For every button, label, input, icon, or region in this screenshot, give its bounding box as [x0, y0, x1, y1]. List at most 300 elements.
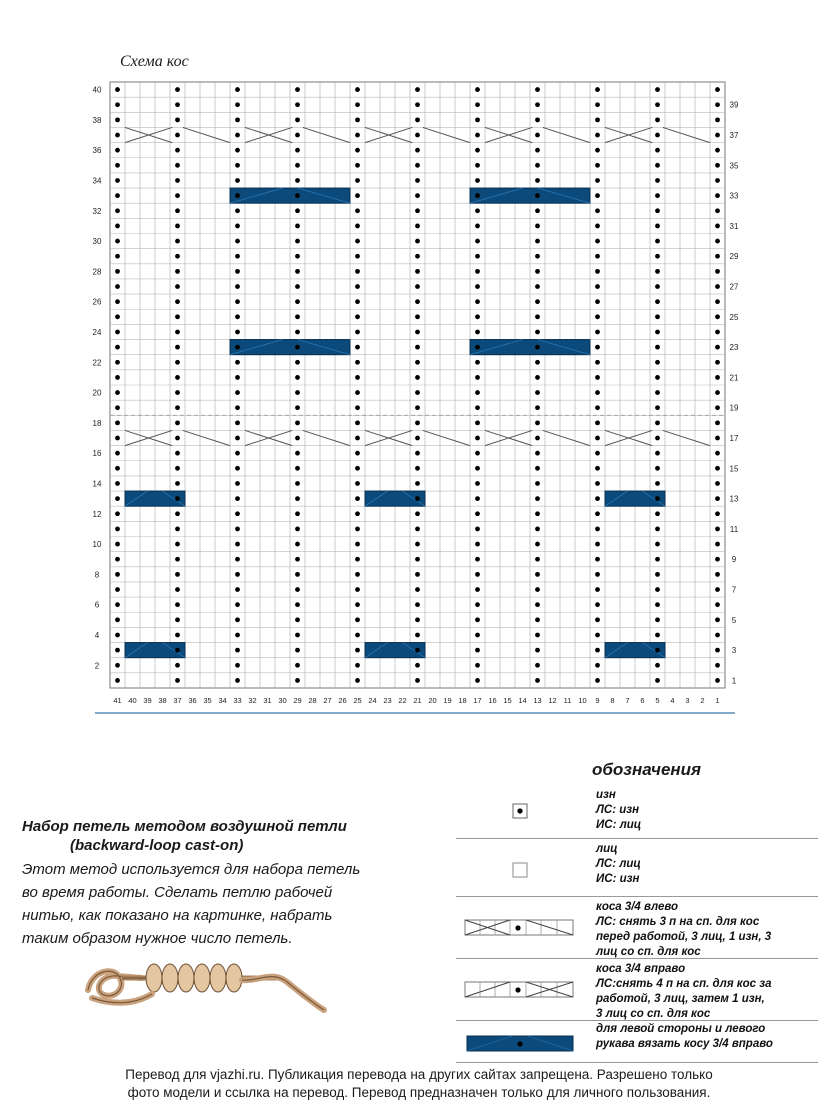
column-label: 14: [518, 696, 527, 705]
purl-dot: [535, 420, 540, 425]
purl-dot: [175, 436, 180, 441]
purl-dot: [595, 102, 600, 107]
purl-dot: [115, 314, 120, 319]
purl-dot: [115, 587, 120, 592]
purl-dot: [295, 678, 300, 683]
row-label-right: 13: [729, 494, 739, 504]
purl-dot: [235, 193, 240, 198]
purl-dot: [175, 496, 180, 501]
purl-dot: [235, 557, 240, 562]
blue-cable-block: [230, 188, 350, 203]
footer-line-1: Перевод для vjazhi.ru. Публикация перевода на других сайтах запрещена. Разрешено только: [125, 1067, 713, 1082]
purl-dot: [175, 208, 180, 213]
purl-dot: [655, 602, 660, 607]
purl-dot: [355, 572, 360, 577]
purl-dot: [715, 451, 720, 456]
purl-dot: [235, 466, 240, 471]
purl-dot: [175, 466, 180, 471]
purl-dot: [115, 481, 120, 486]
purl-dot: [175, 587, 180, 592]
purl-dot: [475, 405, 480, 410]
purl-dot: [175, 239, 180, 244]
purl-dot: [715, 420, 720, 425]
purl-dot: [475, 572, 480, 577]
purl-dot: [715, 617, 720, 622]
purl-dot: [535, 542, 540, 547]
purl-dot: [535, 314, 540, 319]
purl-dot: [715, 148, 720, 153]
purl-dot: [475, 299, 480, 304]
legend-row-blue-cable: [456, 1022, 818, 1063]
purl-dot: [115, 678, 120, 683]
purl-dot: [355, 163, 360, 168]
purl-dot: [235, 633, 240, 638]
purl-dot: [475, 602, 480, 607]
knit-symbol-icon: [512, 862, 532, 882]
purl-dot: [655, 587, 660, 592]
purl-dot: [595, 224, 600, 229]
purl-dot: [175, 299, 180, 304]
purl-dot: [655, 360, 660, 365]
purl-dot: [175, 633, 180, 638]
purl-dot: [175, 572, 180, 577]
purl-dot: [475, 254, 480, 259]
purl-dot: [295, 239, 300, 244]
purl-dot: [655, 193, 660, 198]
purl-dot: [235, 178, 240, 183]
purl-dot: [175, 284, 180, 289]
purl-dot: [175, 102, 180, 107]
purl-dot: [295, 375, 300, 380]
purl-dot: [715, 572, 720, 577]
purl-dot: [535, 193, 540, 198]
column-label: 29: [293, 696, 302, 705]
purl-dot: [535, 678, 540, 683]
purl-dot: [235, 405, 240, 410]
purl-dot: [415, 587, 420, 592]
purl-dot: [415, 572, 420, 577]
purl-dot: [535, 466, 540, 471]
purl-dot: [295, 390, 300, 395]
purl-dot: [535, 163, 540, 168]
purl-dot: [295, 663, 300, 668]
purl-dot: [475, 648, 480, 653]
purl-dot: [595, 163, 600, 168]
purl-dot: [715, 117, 720, 122]
purl-dot: [115, 496, 120, 501]
purl-dot: [595, 481, 600, 486]
row-label-left: 38: [92, 115, 102, 125]
purl-dot: [655, 178, 660, 183]
purl-dot: [655, 117, 660, 122]
purl-dot: [655, 345, 660, 350]
column-label: 4: [670, 696, 675, 705]
method-body: [22, 858, 432, 950]
purl-dot: [715, 299, 720, 304]
purl-dot: [235, 451, 240, 456]
purl-dot: [235, 648, 240, 653]
purl-dot: [235, 254, 240, 259]
purl-dot: [235, 314, 240, 319]
purl-dot: [175, 117, 180, 122]
row-label-right: 1: [731, 676, 737, 686]
column-label: 38: [158, 696, 167, 705]
purl-dot: [415, 178, 420, 183]
purl-dot: [295, 557, 300, 562]
legend-line: ЛС:снять 4 п на сп. для кос за: [596, 978, 772, 990]
purl-dot: [415, 163, 420, 168]
purl-dot: [355, 360, 360, 365]
legend-line: работой, 3 лиц, затем 1 изн,: [596, 993, 765, 1005]
purl-dot: [595, 314, 600, 319]
cable-right-symbol-icon: [464, 980, 576, 1000]
purl-dot: [595, 208, 600, 213]
purl-dot: [295, 133, 300, 138]
purl-dot: [175, 193, 180, 198]
purl-dot: [715, 330, 720, 335]
purl-dot: [655, 436, 660, 441]
method-subtitle: (backward-loop cast-on): [70, 837, 244, 854]
purl-dot: [415, 254, 420, 259]
purl-dot: [535, 617, 540, 622]
row-label-left: 18: [92, 418, 102, 428]
purl-dot: [355, 633, 360, 638]
purl-dot: [715, 390, 720, 395]
purl-dot: [475, 87, 480, 92]
purl-dot: [535, 451, 540, 456]
purl-dot: [355, 436, 360, 441]
row-label-left: 12: [92, 509, 102, 519]
purl-dot: [355, 375, 360, 380]
legend-line: лиц: [596, 843, 618, 855]
purl-dot: [295, 511, 300, 516]
purl-dot: [595, 284, 600, 289]
purl-dot: [115, 330, 120, 335]
purl-dot: [295, 466, 300, 471]
purl-dot: [355, 663, 360, 668]
purl-dot: [115, 557, 120, 562]
purl-dot: [355, 466, 360, 471]
purl-dot: [115, 375, 120, 380]
purl-dot: [115, 633, 120, 638]
purl-dot: [355, 587, 360, 592]
purl-dot: [235, 284, 240, 289]
purl-dot: [535, 405, 540, 410]
purl-dot: [415, 663, 420, 668]
purl-dot: [535, 390, 540, 395]
purl-dot: [535, 208, 540, 213]
purl-dot: [715, 269, 720, 274]
purl-dot: [175, 542, 180, 547]
purl-dot: [715, 648, 720, 653]
purl-dot: [475, 148, 480, 153]
purl-dot: [355, 330, 360, 335]
purl-dot: [175, 269, 180, 274]
purl-dot: [715, 542, 720, 547]
purl-dot: [295, 163, 300, 168]
purl-dot: [295, 633, 300, 638]
purl-dot: [535, 511, 540, 516]
column-label: 21: [413, 696, 422, 705]
legend-text-knit: [596, 842, 641, 887]
purl-dot: [115, 87, 120, 92]
purl-dot: [235, 117, 240, 122]
purl-dot: [355, 648, 360, 653]
purl-dot: [715, 436, 720, 441]
purl-dot: [475, 375, 480, 380]
purl-dot: [475, 133, 480, 138]
purl-dot: [115, 436, 120, 441]
purl-dot: [175, 87, 180, 92]
purl-dot: [355, 254, 360, 259]
purl-dot: [655, 572, 660, 577]
legend-line: изн: [596, 789, 616, 801]
purl-dot: [295, 178, 300, 183]
purl-dot: [235, 496, 240, 501]
row-label-right: 21: [729, 373, 739, 383]
purl-dot: [235, 239, 240, 244]
purl-dot: [355, 193, 360, 198]
purl-dot: [355, 496, 360, 501]
purl-dot: [655, 330, 660, 335]
purl-dot: [295, 481, 300, 486]
purl-dot: [235, 572, 240, 577]
purl-dot: [355, 269, 360, 274]
purl-dot: [655, 87, 660, 92]
legend-line: ИС: изн: [596, 873, 640, 885]
purl-dot: [475, 360, 480, 365]
purl-dot: [715, 663, 720, 668]
purl-dot: [415, 208, 420, 213]
purl-dot: [355, 345, 360, 350]
column-label: 33: [233, 696, 242, 705]
purl-dot: [415, 481, 420, 486]
purl-dot: [595, 133, 600, 138]
purl-dot: [415, 390, 420, 395]
purl-dot: [475, 617, 480, 622]
purl-dot: [175, 602, 180, 607]
purl-dot: [115, 284, 120, 289]
purl-dot: [595, 269, 600, 274]
purl-dot: [595, 193, 600, 198]
purl-dot: [235, 269, 240, 274]
purl-dot: [175, 360, 180, 365]
purl-dot: [715, 345, 720, 350]
purl-dot: [715, 466, 720, 471]
purl-dot: [415, 284, 420, 289]
row-label-left: 20: [92, 388, 102, 398]
purl-dot: [175, 557, 180, 562]
purl-dot: [115, 572, 120, 577]
purl-dot: [655, 511, 660, 516]
purl-dot: [415, 87, 420, 92]
column-label: 6: [640, 696, 645, 705]
purl-dot: [235, 102, 240, 107]
column-label: 25: [353, 696, 362, 705]
purl-dot: [175, 254, 180, 259]
purl-dot: [655, 299, 660, 304]
purl-dot: [655, 239, 660, 244]
purl-dot: [475, 557, 480, 562]
purl-dot: [295, 420, 300, 425]
purl-dot: [235, 542, 240, 547]
purl-dot: [415, 375, 420, 380]
purl-dot: [715, 360, 720, 365]
purl-dot: [175, 481, 180, 486]
purl-dot: [715, 224, 720, 229]
purl-dot: [235, 360, 240, 365]
purl-dot: [355, 420, 360, 425]
purl-dot: [715, 678, 720, 683]
column-label: 2: [700, 696, 705, 705]
purl-dot: [535, 133, 540, 138]
purl-dot: [595, 663, 600, 668]
purl-dot: [355, 390, 360, 395]
row-label-right: 23: [729, 343, 739, 353]
purl-dot: [715, 208, 720, 213]
purl-dot: [175, 178, 180, 183]
purl-dot: [235, 511, 240, 516]
cast-on-illustration: [82, 948, 327, 1018]
column-label: 7: [625, 696, 630, 705]
purl-dot: [175, 527, 180, 532]
purl-dot: [295, 254, 300, 259]
purl-dot: [535, 527, 540, 532]
row-label-right: 29: [729, 252, 739, 262]
purl-dot: [295, 208, 300, 213]
purl-dot: [715, 193, 720, 198]
column-label: 32: [248, 696, 257, 705]
purl-dot: [595, 178, 600, 183]
purl-dot: [655, 375, 660, 380]
purl-dot: [475, 269, 480, 274]
purl-dot: [535, 648, 540, 653]
purl-dot: [235, 602, 240, 607]
purl-dot: [235, 148, 240, 153]
purl-dot: [415, 633, 420, 638]
column-label: 10: [578, 696, 587, 705]
column-label: 31: [263, 696, 272, 705]
purl-dot: [475, 587, 480, 592]
purl-dot: [655, 663, 660, 668]
row-label-left: 24: [92, 327, 102, 337]
purl-dot: [115, 178, 120, 183]
purl-dot: [175, 314, 180, 319]
purl-dot: [475, 663, 480, 668]
purl-dot: [475, 633, 480, 638]
purl-dot: [295, 602, 300, 607]
purl-dot: [235, 663, 240, 668]
purl-dot: [415, 466, 420, 471]
purl-dot: [115, 663, 120, 668]
purl-dot: [235, 481, 240, 486]
purl-dot: [355, 481, 360, 486]
purl-dot: [475, 117, 480, 122]
purl-dot: [715, 254, 720, 259]
purl-dot: [235, 587, 240, 592]
purl-dot: [475, 239, 480, 244]
purl-dot: [595, 511, 600, 516]
purl-dot: [295, 299, 300, 304]
purl-dot: [535, 557, 540, 562]
column-label: 13: [533, 696, 542, 705]
purl-dot: [595, 345, 600, 350]
purl-dot: [415, 436, 420, 441]
row-label-right: 19: [729, 403, 739, 413]
purl-dot: [655, 102, 660, 107]
purl-dot: [655, 405, 660, 410]
blue-cable-block: [470, 340, 590, 355]
column-label: 3: [685, 696, 690, 705]
purl-dot: [475, 390, 480, 395]
row-label-left: 28: [92, 267, 102, 277]
purl-dot: [115, 542, 120, 547]
purl-dot: [115, 299, 120, 304]
purl-dot: [475, 466, 480, 471]
purl-dot: [115, 405, 120, 410]
column-label: 16: [488, 696, 497, 705]
purl-dot: [115, 117, 120, 122]
purl-dot: [535, 178, 540, 183]
purl-dot: [475, 527, 480, 532]
purl-dot: [295, 345, 300, 350]
purl-dot: [415, 451, 420, 456]
purl-dot: [655, 633, 660, 638]
row-label-left: 32: [92, 206, 102, 216]
purl-dot: [415, 557, 420, 562]
blue-cable-block: [470, 188, 590, 203]
purl-dot: [415, 269, 420, 274]
purl-dot: [715, 314, 720, 319]
row-label-right: 37: [729, 131, 739, 141]
column-label: 30: [278, 696, 287, 705]
purl-dot: [595, 557, 600, 562]
purl-dot: [415, 299, 420, 304]
purl-dot: [295, 117, 300, 122]
purl-dot: [715, 633, 720, 638]
purl-dot: [475, 208, 480, 213]
purl-dot: [715, 587, 720, 592]
purl-dot: [355, 405, 360, 410]
purl-dot: [295, 527, 300, 532]
legend-title: обозначения: [592, 760, 702, 779]
purl-dot: [535, 633, 540, 638]
purl-dot: [535, 496, 540, 501]
purl-dot: [595, 239, 600, 244]
purl-dot: [295, 193, 300, 198]
purl-dot: [535, 239, 540, 244]
purl-dot: [535, 254, 540, 259]
purl-dot: [535, 375, 540, 380]
purl-dot: [595, 466, 600, 471]
purl-dot: [535, 330, 540, 335]
purl-dot: [535, 572, 540, 577]
purl-dot: [355, 299, 360, 304]
row-label-right: 39: [729, 100, 739, 110]
purl-dot: [535, 284, 540, 289]
purl-dot: [115, 390, 120, 395]
purl-dot: [415, 496, 420, 501]
purl-dot: [355, 602, 360, 607]
purl-dot: [595, 542, 600, 547]
column-label: 37: [173, 696, 182, 705]
purl-dot: [115, 466, 120, 471]
purl-dot: [655, 678, 660, 683]
purl-dot: [175, 451, 180, 456]
column-label: 22: [398, 696, 407, 705]
purl-dot: [115, 254, 120, 259]
purl-dot: [595, 148, 600, 153]
